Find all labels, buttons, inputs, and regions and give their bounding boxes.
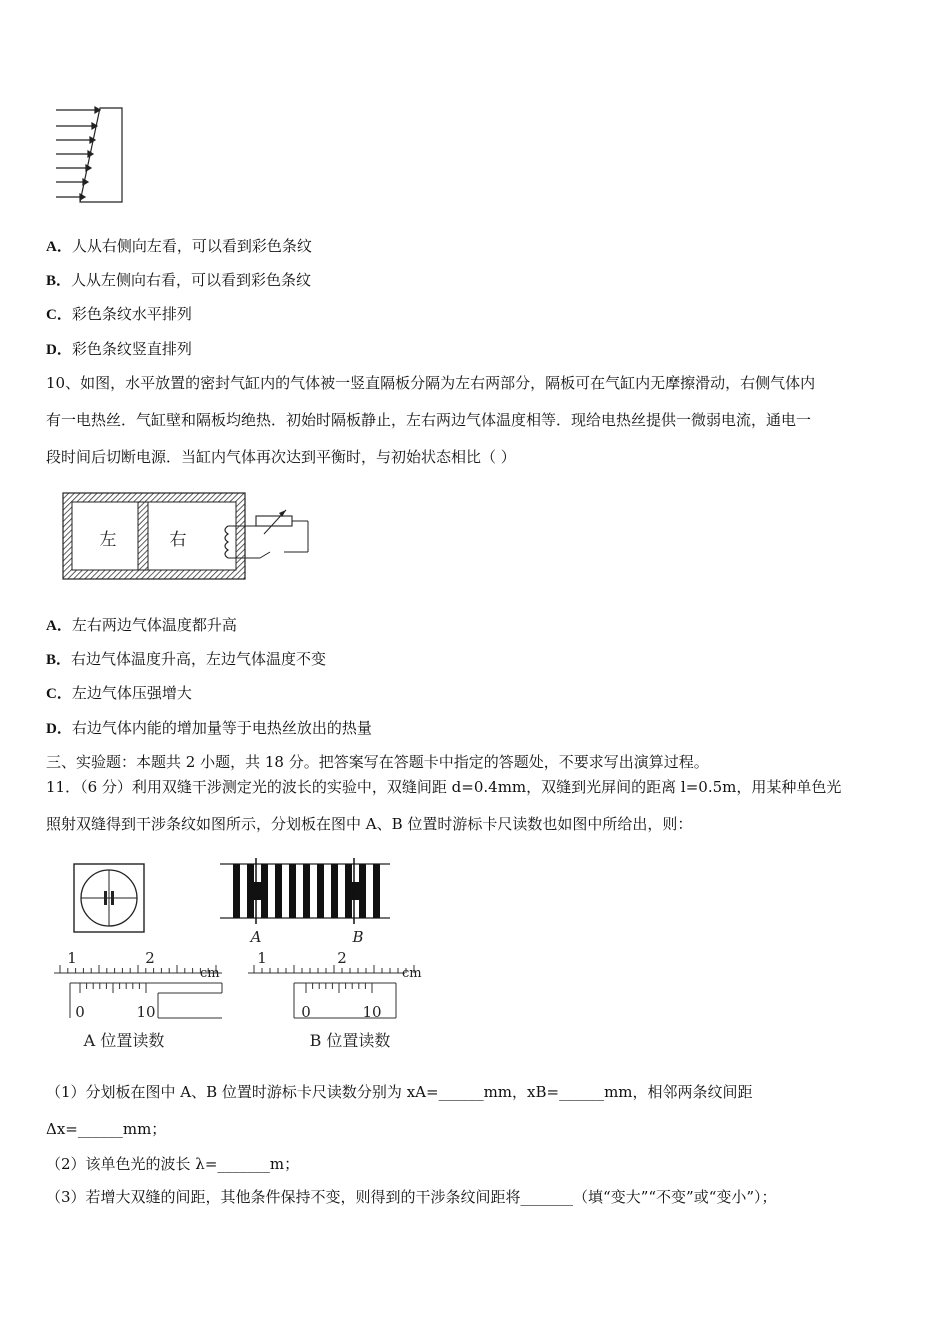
scale-b-vernier-0: 0 — [301, 1003, 311, 1021]
right-chamber-label: 右 — [169, 530, 187, 550]
q10-stem-line-3: 段时间后切断电源．当缸内气体再次达到平衡时，与初始状态相比（ ） — [46, 448, 516, 466]
scale-b-unit: cm — [402, 966, 422, 981]
q10-stem-line-2: 有一电热丝．气缸壁和隔板均绝热．初始时隔板静止，左右两边气体温度相等．现给电热丝提供一微弱电流，通电一 — [46, 411, 812, 429]
scale-a-vernier-10: 10 — [136, 1003, 156, 1021]
wedge-light-figure — [50, 100, 130, 210]
q9-option-c: C．彩色条纹水平排列 — [46, 305, 192, 323]
scale-b-main-1: 1 — [257, 949, 267, 967]
scale-a-vernier-0: 0 — [75, 1003, 85, 1021]
q10-option-c: C．左边气体压强增大 — [46, 684, 192, 702]
fringe-mark-b: B — [352, 928, 364, 946]
q10-stem-line-1: 10、如图，水平放置的密封气缸内的气体被一竖直隔板分隔为左右两部分，隔板可在气缸内无摩擦滑动，右侧气体内 — [46, 374, 816, 392]
scale-a-main-1: 1 — [67, 949, 77, 967]
left-chamber-label: 左 — [99, 530, 117, 550]
scale-a-caption: A 位置读数 — [83, 1031, 165, 1050]
q11-sub1-line-2: Δx=______mm； — [46, 1120, 167, 1138]
q9-option-b: B．人从左侧向右看，可以看到彩色条纹 — [46, 271, 312, 289]
interference-figure — [50, 858, 440, 1058]
q11-sub2: （2）该单色光的波长 λ=_______m； — [46, 1155, 300, 1173]
q10-option-d: D．右边气体内能的增加量等于电热丝放出的热量 — [46, 719, 372, 737]
q11-sub1-line-1: （1）分划板在图中 A、B 位置时游标卡尺读数分别为 xA=______mm，xB=______mm，相邻两条纹间距 — [46, 1083, 753, 1101]
scale-b-main-2: 2 — [337, 949, 347, 967]
q11-sub3: （3）若增大双缝的间距，其他条件保持不变，则得到的干涉条纹间距将_______（填“变大”“不变”或“变小”）； — [46, 1188, 777, 1206]
scale-a-main-2: 2 — [145, 949, 155, 967]
section-3-heading: 三、实验题：本题共 2 小题，共 18 分。把答案写在答题卡中指定的答题处，不要求写出演算过程。 — [46, 753, 709, 771]
q9-option-d: D．彩色条纹竖直排列 — [46, 340, 192, 358]
q10-option-b: B．右边气体温度升高，左边气体温度不变 — [46, 650, 327, 668]
q10-option-a: A．左右两边气体温度都升高 — [46, 616, 237, 634]
scale-a-unit: cm — [200, 966, 220, 981]
scale-b-vernier-10: 10 — [362, 1003, 382, 1021]
fringe-mark-a: A — [250, 928, 262, 946]
q11-stem-line-1: 11．（6 分）利用双缝干涉测定光的波长的实验中，双缝间距 d=0.4mm，双缝到光屏间的距离 l=0.5m，用某种单色光 — [46, 778, 842, 796]
q9-option-a: A．人从右侧向左看，可以看到彩色条纹 — [46, 237, 312, 255]
cylinder-figure — [60, 490, 315, 582]
scale-b-caption: B 位置读数 — [309, 1031, 391, 1050]
q11-stem-line-2: 照射双缝得到干涉条纹如图所示，分划板在图中 A、B 位置时游标卡尺读数也如图中所给出，则： — [46, 815, 693, 833]
